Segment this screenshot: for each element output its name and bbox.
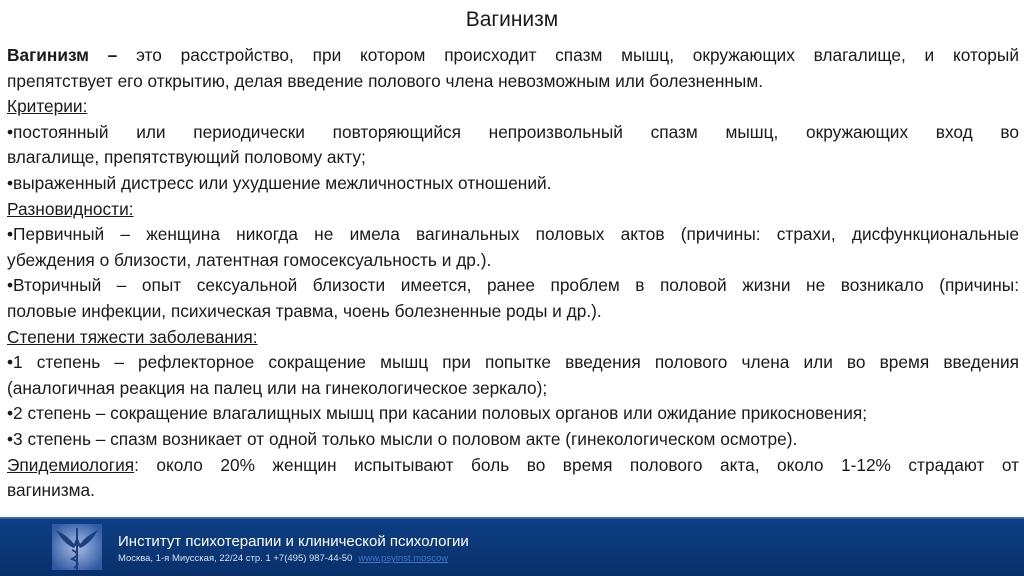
types-item: •Вторичный – опыт сексуальной близости имеется, ранее проблем в половой жизни не возникало (причины:	[7, 275, 1019, 296]
slide-content	[7, 43, 1019, 504]
epidemiology-text: : около 20% женщин испытывают боль во время полового акта, около 1-12% страдают от	[134, 454, 1019, 475]
criteria-item: •постоянный или периодически повторяющийся непроизвольный спазм мышц, окружающих вход во	[7, 121, 1019, 142]
types-heading: Разновидности:	[7, 198, 134, 219]
epidemiology-line	[7, 453, 1019, 479]
website-link[interactable]: www.psyinst.moscow	[358, 553, 449, 564]
criteria-item: влагалище, препятствующий половому акту;	[7, 147, 366, 168]
severity-item: •3 степень – спазм возникает от одной только мысли о половом акте (гинекологическом осмотре).	[7, 428, 798, 449]
intro-text: это расстройство, при котором происходит спазм мышц, окружающих влагалище, и который	[117, 45, 1019, 65]
footer	[0, 517, 1024, 576]
address-text: Москва, 1-я Миусская, 22/24 стр. 1 +7(495) 987-44-50	[118, 553, 353, 564]
address	[118, 553, 448, 564]
criteria-item: •выраженный дистресс или ухудшение межличностных отношений.	[7, 172, 552, 193]
severity-item: •2 степень – сокращение влагалищных мышц при касании половых органов или ожидание прикосновения;	[7, 403, 868, 424]
epidemiology-heading: Эпидемиология	[7, 454, 135, 475]
types-item: убеждения о близости, латентная гомосексуальность и др.).	[7, 249, 492, 270]
caduceus-logo-icon	[50, 522, 104, 572]
criteria-heading: Критерии:	[7, 96, 88, 117]
term: Вагинизм –	[7, 45, 118, 65]
severity-item: •1 степень – рефлекторное сокращение мышц при попытке введения полового члена или во время введения	[7, 352, 1019, 373]
types-item: половые инфекции, психическая травма, чоень болезненные роды и др.).	[7, 300, 602, 321]
severity-heading: Степени тяжести заболевания:	[7, 326, 258, 347]
types-item: •Первичный – женщина никогда не имела вагинальных половых актов (причины: страхи, дисфункциональные	[7, 224, 1019, 245]
severity-item: (аналогичная реакция на палец или на гинекологическое зеркало);	[7, 377, 548, 398]
epidemiology-line: вагинизма.	[7, 480, 95, 501]
intro-line: препятствует его открытию, делая введение полового члена невозможным или болезненным.	[7, 70, 764, 91]
institute-name: Институт психотерапии и клинической психологии	[118, 533, 469, 550]
intro-line	[7, 43, 1019, 69]
slide-title: Вагинизм	[465, 8, 559, 31]
